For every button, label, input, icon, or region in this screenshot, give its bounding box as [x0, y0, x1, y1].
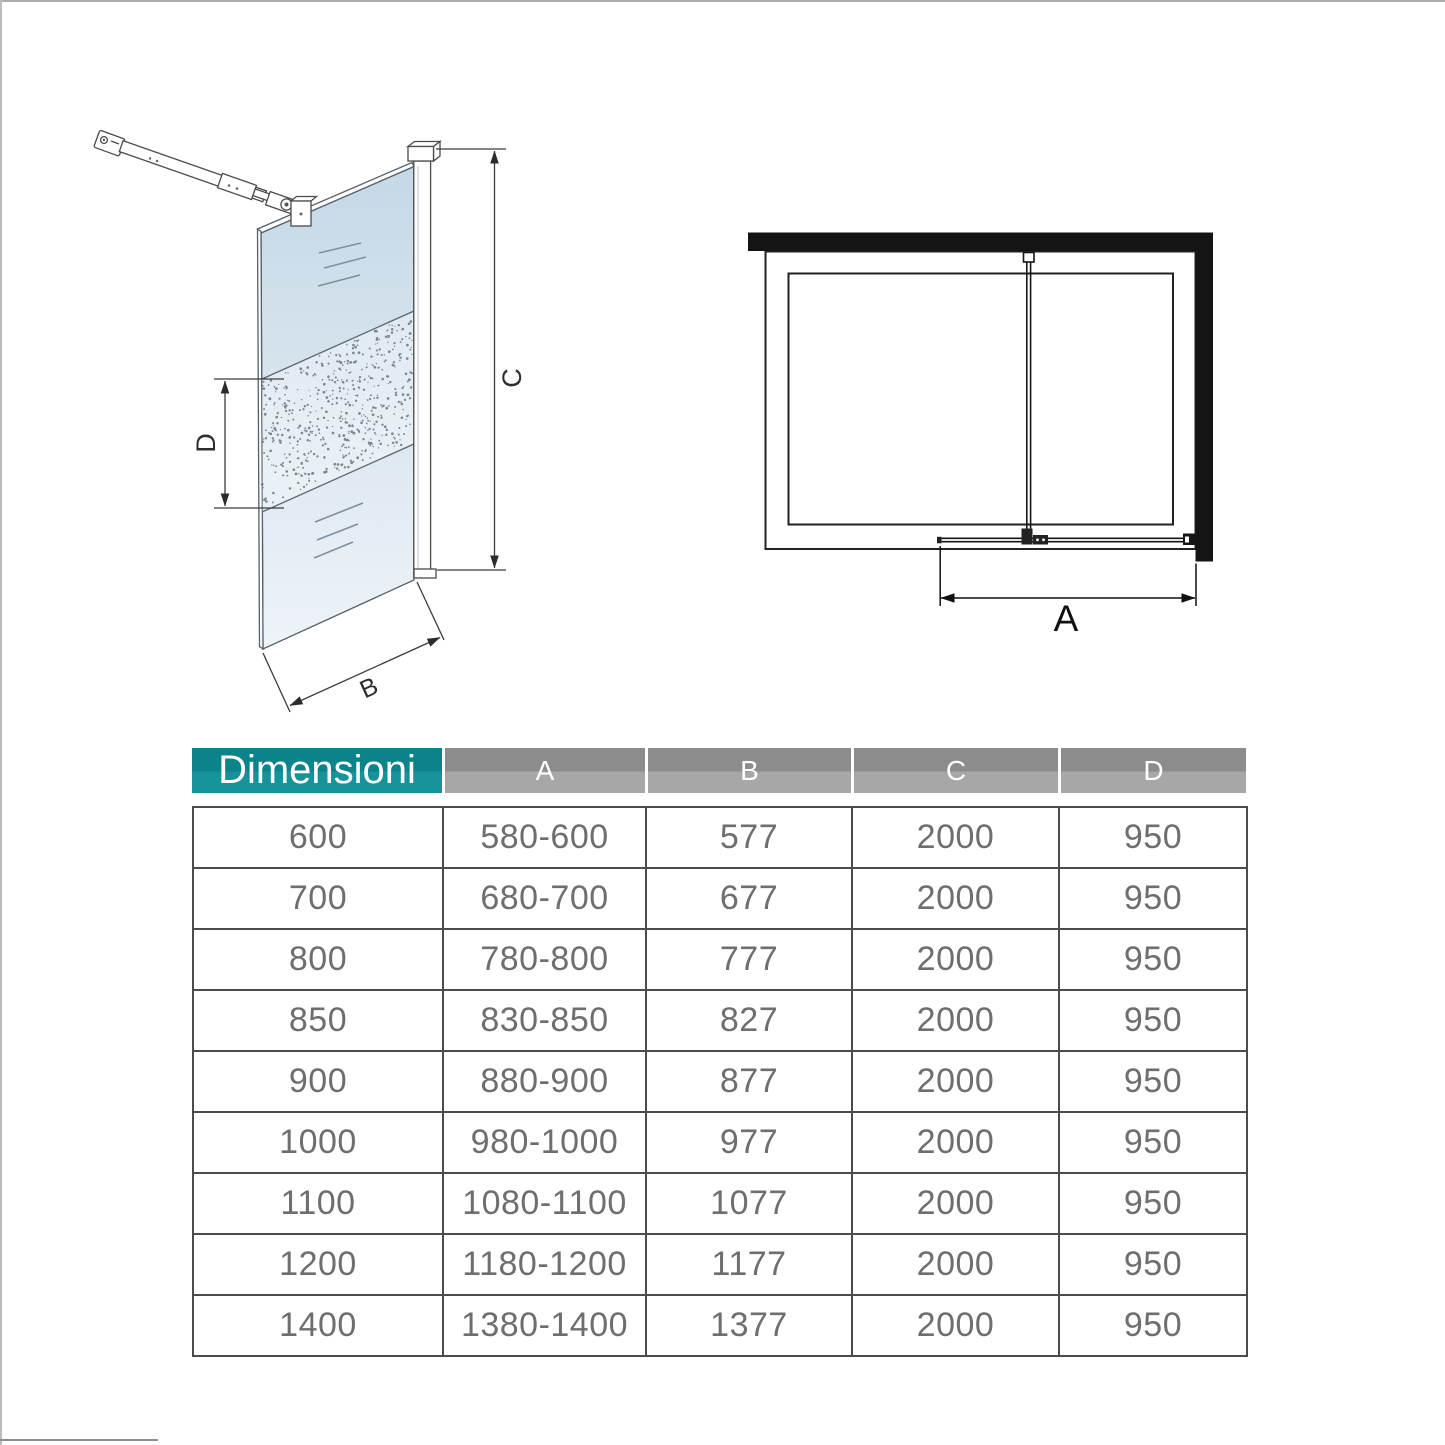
- value-cell-a: 980-1000: [443, 1112, 646, 1173]
- profile-foot: [414, 569, 436, 578]
- size-cell: 1400: [193, 1295, 443, 1356]
- value-cell-b: 877: [646, 1051, 852, 1112]
- value-cell-a: 830-850: [443, 990, 646, 1051]
- value-cell-d: 950: [1059, 807, 1247, 868]
- value-cell-b: 827: [646, 990, 852, 1051]
- value-cell-c: 2000: [852, 929, 1059, 990]
- table-row: [193, 1112, 1247, 1173]
- value-cell-b: 577: [646, 807, 852, 868]
- value-cell-a: 1380-1400: [443, 1295, 646, 1356]
- column-header-c: C: [854, 748, 1058, 793]
- value-cell-b: 1177: [646, 1234, 852, 1295]
- dim-b-label: B: [355, 671, 383, 705]
- value-cell-a: 680-700: [443, 868, 646, 929]
- shower-tray: [789, 274, 1174, 525]
- value-cell-b: 777: [646, 929, 852, 990]
- size-cell: 1200: [193, 1234, 443, 1295]
- table-body: [192, 806, 1248, 1357]
- value-cell-b: 1377: [646, 1295, 852, 1356]
- value-cell-c: 2000: [852, 868, 1059, 929]
- support-arm: [94, 130, 317, 226]
- page-border-bottom-left: [0, 1439, 158, 1441]
- bar-clamp: [1022, 529, 1033, 545]
- size-cell: 900: [193, 1051, 443, 1112]
- table-row: [193, 1234, 1247, 1295]
- value-cell-a: 780-800: [443, 929, 646, 990]
- table-row: [193, 1295, 1247, 1356]
- size-cell: 800: [193, 929, 443, 990]
- table-row: [193, 990, 1247, 1051]
- side-wall: [1196, 233, 1214, 562]
- page-border-top: [0, 0, 1445, 2]
- dim-d-label: D: [191, 433, 221, 453]
- glass-clamp-top: [291, 197, 317, 202]
- value-cell-d: 950: [1059, 1173, 1247, 1234]
- table-row: [193, 1173, 1247, 1234]
- glass-end-cap: [937, 537, 942, 544]
- value-cell-c: 2000: [852, 1295, 1059, 1356]
- value-cell-d: 950: [1059, 990, 1247, 1051]
- column-header-a: A: [445, 748, 645, 793]
- value-cell-d: 950: [1059, 1051, 1247, 1112]
- column-header-d: D: [1061, 748, 1246, 793]
- value-cell-b: 977: [646, 1112, 852, 1173]
- table-row: [193, 1051, 1247, 1112]
- table-row: [193, 868, 1247, 929]
- value-cell-c: 2000: [852, 1051, 1059, 1112]
- value-cell-c: 2000: [852, 1112, 1059, 1173]
- value-cell-d: 950: [1059, 868, 1247, 929]
- size-cell: 1100: [193, 1173, 443, 1234]
- table-row: [193, 929, 1247, 990]
- bar-clamp-plate: [1033, 535, 1048, 545]
- size-cell: 1000: [193, 1112, 443, 1173]
- arm-sleeve: [218, 173, 257, 199]
- size-cell: 850: [193, 990, 443, 1051]
- value-cell-a: 1080-1100: [443, 1173, 646, 1234]
- dim-c-label: C: [497, 368, 527, 388]
- value-cell-b: 677: [646, 868, 852, 929]
- size-cell: 700: [193, 868, 443, 929]
- diagram-side-view: [55, 85, 530, 740]
- table-row: [193, 807, 1247, 868]
- value-cell-c: 2000: [852, 1173, 1059, 1234]
- value-cell-c: 2000: [852, 990, 1059, 1051]
- value-cell-d: 950: [1059, 1234, 1247, 1295]
- value-cell-a: 580-600: [443, 807, 646, 868]
- table-title-cell: Dimensioni: [192, 748, 442, 793]
- value-cell-c: 2000: [852, 1234, 1059, 1295]
- value-cell-a: 880-900: [443, 1051, 646, 1112]
- size-cell: 600: [193, 807, 443, 868]
- dimension-c: [436, 149, 506, 570]
- wall-profile-top-view: [1183, 534, 1196, 546]
- value-cell-c: 2000: [852, 807, 1059, 868]
- diagram-top-view: [715, 210, 1230, 650]
- dim-a-label: A: [1053, 598, 1079, 639]
- value-cell-a: 1180-1200: [443, 1234, 646, 1295]
- dimensions-table: [192, 748, 1246, 1357]
- table-header: [192, 748, 1246, 793]
- dimension-a: [940, 546, 1196, 606]
- top-wall: [748, 233, 1213, 252]
- value-cell-d: 950: [1059, 1295, 1247, 1356]
- column-header-b: B: [648, 748, 851, 793]
- value-cell-d: 950: [1059, 929, 1247, 990]
- page-border-left: [0, 0, 2, 1445]
- value-cell-b: 1077: [646, 1173, 852, 1234]
- profile-cap-front: [408, 147, 434, 162]
- value-cell-d: 950: [1059, 1112, 1247, 1173]
